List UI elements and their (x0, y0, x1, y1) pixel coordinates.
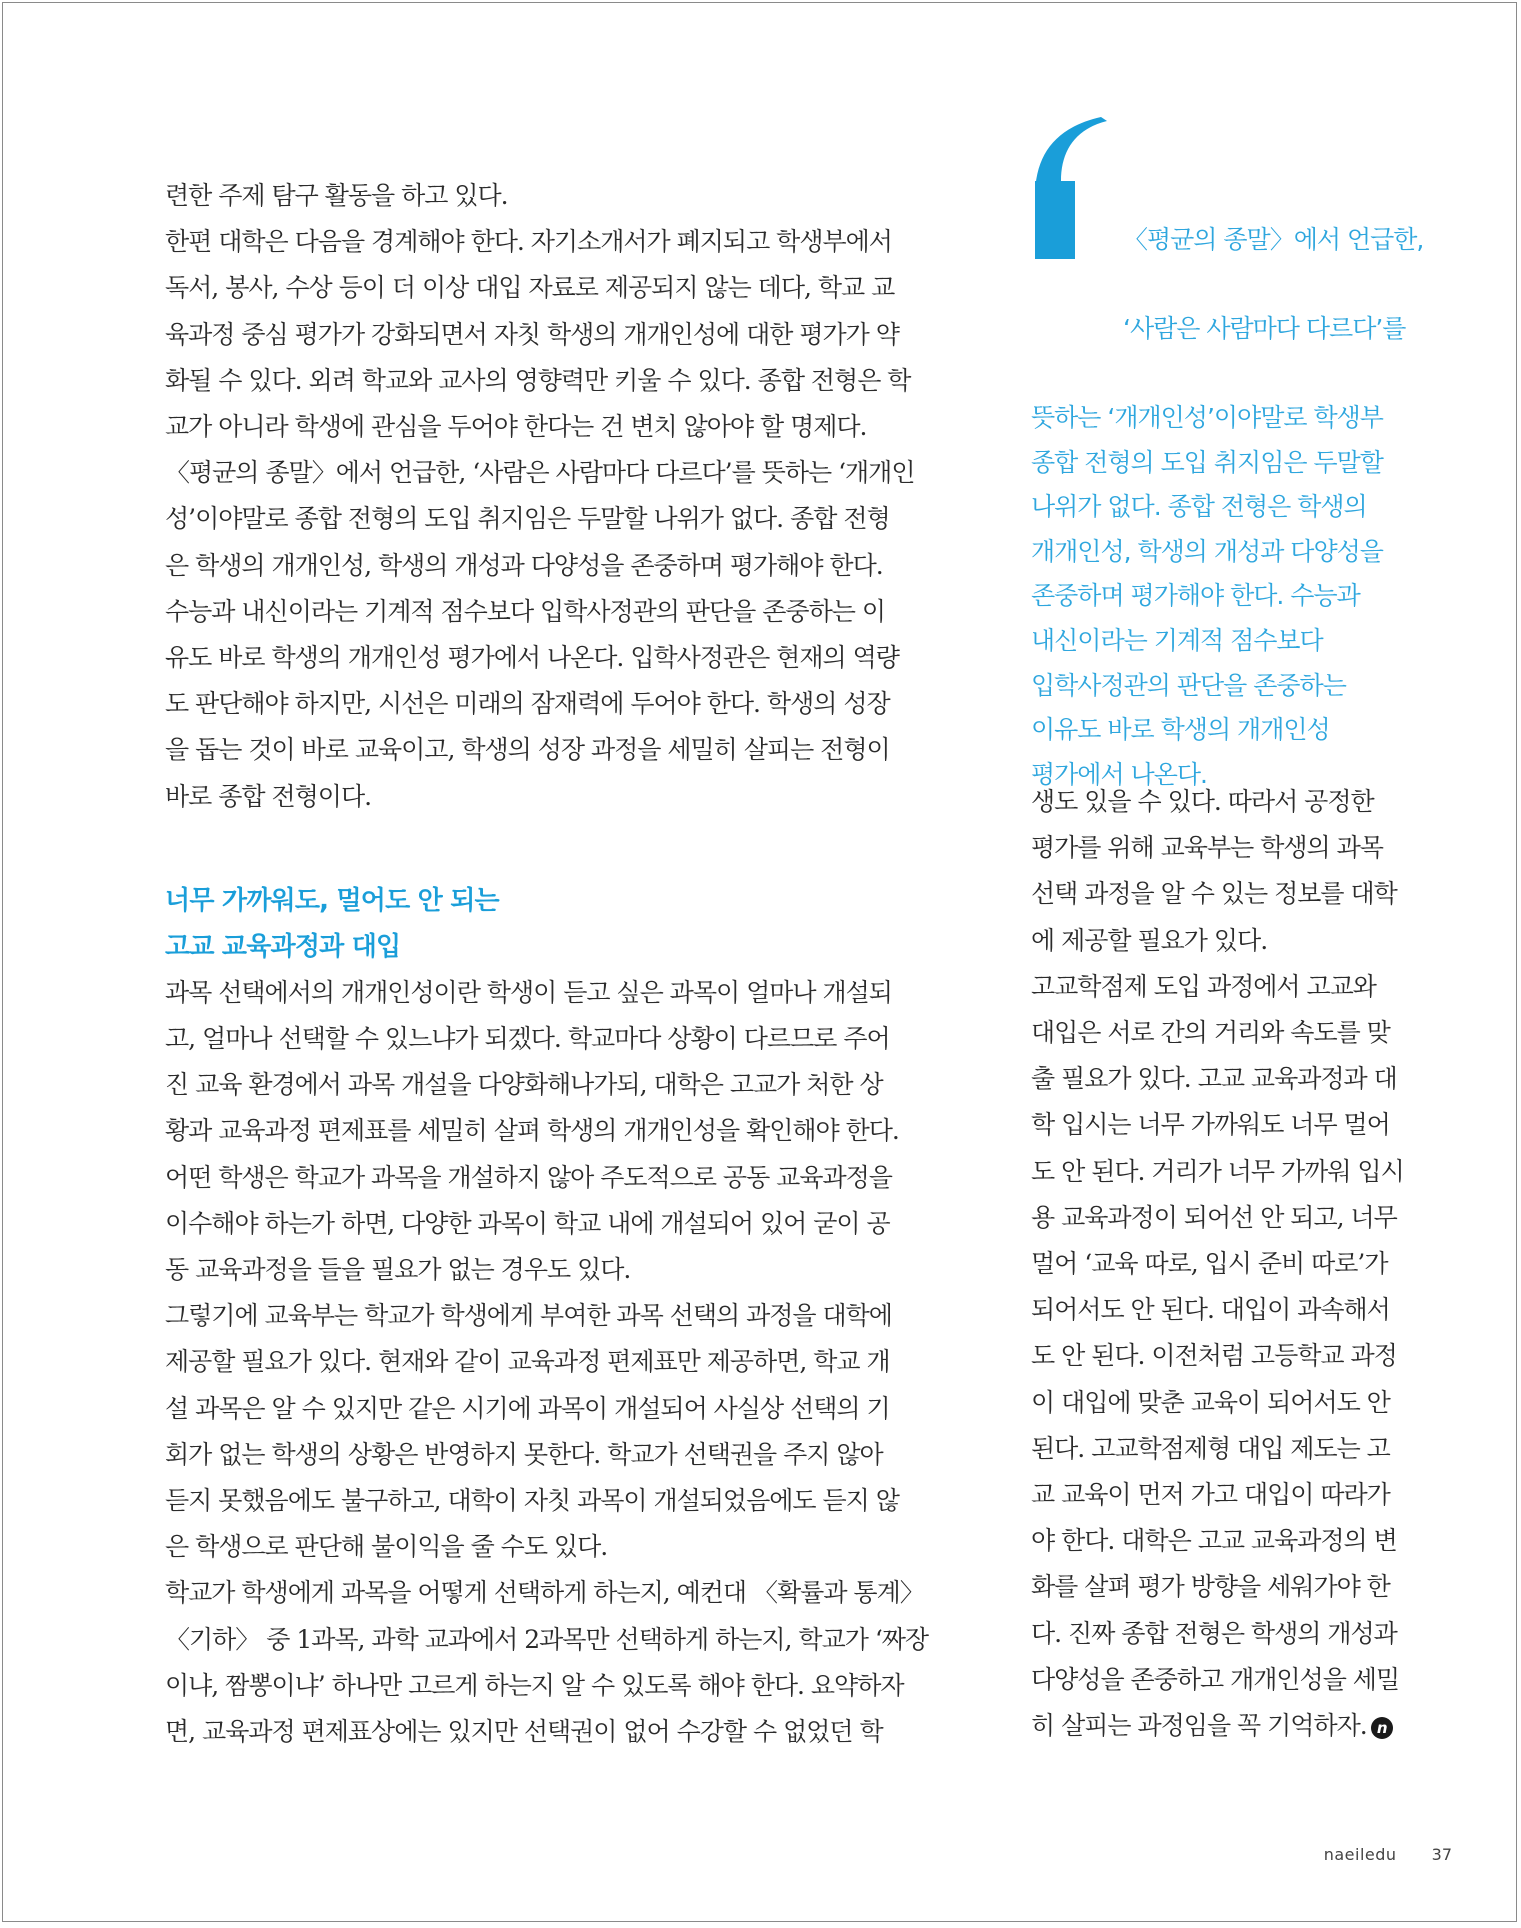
left-column (165, 173, 933, 1755)
body-paragraph: 학교가 학생에게 과목을 어떻게 선택하게 하는지, 예컨대 〈확률과 통계〉 〈기하〉 중 1과목, 과학 교과에서 2과목만 선택하게 하는지, 학교가 ‘짜장 이냐, 짬뽕이냐’ 하나만 고르게 하는지 알 수 있도록 해야 한다. 요약하자 면, 교육과정 편제표상에는 있지만 선택권이 없어 수강할 수 없었던 학 (165, 1578, 929, 1747)
pull-quote (1031, 117, 1441, 842)
body-paragraph: 〈평균의 종말〉에서 언급한, ‘사람은 사람마다 다르다’를 뜻하는 ‘개개인 성’이야말로 종합 전형의 도입 취지임은 두말할 나위가 없다. 종합 전형 은 학생의 개개인성, 학생의 개성과 다양성을 존중하며 평가해야 한다. 수능과 내신이라는 기계적 점수보다 입학사정관의 판단을 존중하는 이 유도 바로 학생의 개개인성 평가에서 나온다. 입학사정관은 현재의 역량 도 판단해야 하지만, 시선은 미래의 잠재력에 두어야 한다. 학생의 성장 을 돕는 것이 바로 교육이고, 학생의 성장 과정을 세밀히 살피는 전형이 바로 종합 전형이다. (165, 458, 915, 811)
body-paragraph: 그렇기에 교육부는 학교가 학생에게 부여한 과목 선택의 과정을 대학에 제공할 필요가 있다. 현재와 같이 교육과정 편제표만 제공하면, 학교 개 설 과목은 알 수 있지만 같은 시기에 과목이 개설되어 사실상 선택의 기 회가 없는 학생의 상황은 반영하지 못한다. 학교가 선택권을 주지 않아 듣지 못했음에도 불구하고, 대학이 자칫 과목이 개설되었음에도 듣지 않 은 학생으로 판단해 불이익을 줄 수도 있다. (165, 1301, 899, 1562)
pull-quote-line: ‘사람은 사람마다 다르다’를 (1123, 313, 1406, 343)
magazine-page (2, 2, 1517, 1922)
section-heading: 너무 가까워도, 멀어도 안 되는 고교 교육과정과 대입 (165, 885, 499, 962)
body-paragraph: 과목 선택에서의 개개인성이란 학생이 듣고 싶은 과목이 얼마나 개설되 고, 얼마나 선택할 수 있느냐가 되겠다. 학교마다 상황이 다르므로 주어 진 교육 환경에서 과목 개설을 다양화해나가되, 대학은 고교가 처한 상 황과 교육과정 편제표를 세밀히 살펴 학생의 개개인성을 확인해야 한다. 어떤 학생은 학교가 과목을 개설하지 않아 주도적으로 공동 교육과정을 이수해야 하는가 하면, 다양한 과목이 학교 내에 개설되어 있어 굳이 공 동 교육과정을 들을 필요가 없는 경우도 있다. (165, 977, 899, 1285)
pull-quote-text (1031, 173, 1441, 842)
body-paragraph: 한편 대학은 다음을 경계해야 한다. 자기소개서가 폐지되고 학생부에서 독서, 봉사, 수상 등이 더 이상 대입 자료로 제공되지 않는 데다, 학교 교 육과정 중심 평가가 강화되면서 자칫 학생의 개개인성에 대한 평가가 약 화될 수 있다. 외려 학교와 교사의 영향력만 키울 수 있다. 종합 전형은 학 교가 아니라 학생에 관심을 두어야 한다는 건 변치 않아야 할 명제다. (165, 227, 911, 442)
page-number: 37 (1431, 1845, 1452, 1864)
closing-paragraph-text: 고교학점제 도입 과정에서 고교와 대입은 서로 간의 거리와 속도를 맞 출 필요가 있다. 고교 교육과정과 대 학 입시는 너무 가까워도 너무 멀어 도 안 된다. 거리가 너무 가까워 입시 용 교육과정이 되어선 안 되고, 너무 멀어 ‘교육 따로, 입시 준비 따로’가 되어서도 안 된다. 대입이 과속해서 도 안 된다. 이전처럼 고등학교 과정 이 대입에 맞춘 교육이 되어서도 안 된다. 고교학점제형 대입 제도는 고 교 교육이 먼저 가고 대입이 따라가 야 한다. 대학은 고교 교육과정의 변 화를 살펴 평가 방향을 세워가야 한 다. 진짜 종합 전형은 학생의 개성과 다양성을 존중하고 개개인성을 세밀 히 살피는 과정임을 꼭 기억하자. (1031, 971, 1404, 1741)
right-column (1031, 779, 1421, 1749)
page-footer (1324, 1845, 1452, 1864)
end-mark-icon: n (1371, 1717, 1393, 1739)
pull-quote-line: 〈평균의 종말〉에서 언급한, (1123, 224, 1424, 254)
body-paragraph: 생도 있을 수 있다. 따라서 공정한 평가를 위해 교육부는 학생의 과목 선택 과정을 알 수 있는 정보를 대학 에 제공할 필요가 있다. (1031, 787, 1397, 955)
body-paragraph (1031, 964, 1421, 1749)
footer-brand: naeiledu (1323, 1845, 1397, 1864)
body-paragraph: 련한 주제 탐구 활동을 하고 있다. (165, 181, 508, 210)
pull-quote-body: 뜻하는 ‘개개인성’이야말로 학생부 종합 전형의 도입 취지임은 두말할 나위가 없다. 종합 전형은 학생의 개개인성, 학생의 개성과 다양성을 존중하며 평가해야 한다. 수능과 내신이라는 기계적 점수보다 입학사정관의 판단을 존중하는 이유도 바로 학생의 개개인성 평가에서 나온다. (1031, 402, 1383, 789)
